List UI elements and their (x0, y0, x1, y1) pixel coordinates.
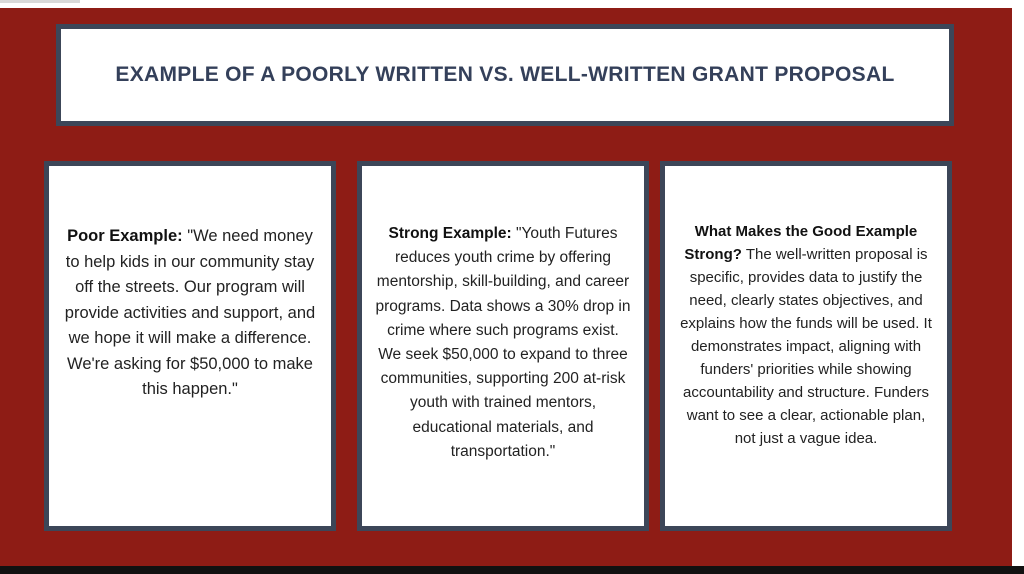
right-edge (1012, 8, 1024, 568)
poor-example-body: "We need money to help kids in our community stay off the streets. Our program will provide activities and support, and we hope it will make a difference. We're asking for $50,000 to make this happen." (64, 227, 316, 398)
top-edge (0, 0, 1024, 8)
bottom-bar (0, 566, 1024, 574)
poor-example-text (61, 224, 319, 403)
strong-example-label: Strong Example: (388, 225, 512, 242)
slide-title: EXAMPLE OF A POORLY WRITTEN VS. WELL-WRITTEN GRANT PROPOSAL (115, 63, 895, 86)
poor-example-label: Poor Example: (67, 227, 183, 245)
explanation-card (660, 161, 952, 531)
title-box (56, 24, 954, 126)
top-edge-strip (0, 0, 80, 3)
strong-example-card (357, 161, 649, 531)
explanation-text (677, 220, 935, 450)
slide-background (0, 8, 1012, 566)
explanation-body: The well-written proposal is specific, provides data to justify the need, clearly states objectives, and explains how the funds will be used. It demonstrates impact, aligning with funders' priorities while showing accountability and structure. Funders want to see a clear, actionable plan, not just a vague idea. (680, 246, 932, 447)
strong-example-text (374, 222, 632, 464)
strong-example-body: "Youth Futures reduces youth crime by offering mentorship, skill-building, and career programs. Data shows a 30% drop in crime where such programs exist. We seek $50,000 to expand to three communities, supporting 200 at-risk youth with trained mentors, educational materials, and transportation." (375, 225, 631, 460)
poor-example-card (44, 161, 336, 531)
explanation-label: What Makes the Good Example Strong? (684, 223, 918, 263)
